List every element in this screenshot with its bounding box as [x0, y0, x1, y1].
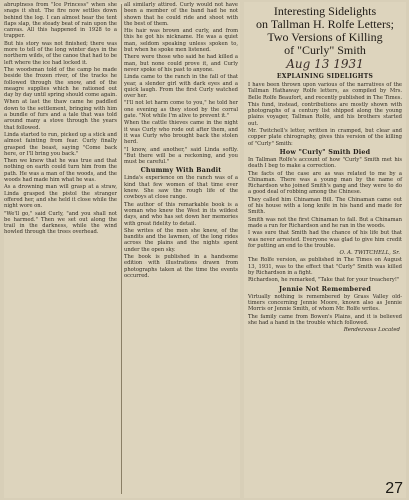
paragraph: They called him Chinaman Bill. The Chinaman came out of his house with a long knife in his hand and made for Smith. [248, 196, 402, 216]
paragraph: Linda came to the ranch in the fall of that year, a slender girl with dark eyes and a quick laugh. From the first Curly watched over her. [124, 74, 238, 100]
paragraph: "I'll not let harm come to you," he told her one evening as they stood by the corral gate. "Not while I'm alive to prevent it." [124, 100, 238, 120]
paragraph: His hair was brown and curly, and from this he got his nickname. He was a quiet man, seldom speaking unless spoken to, but when he spoke men listened. [124, 28, 238, 54]
title-line: Two Versions of Killing [267, 30, 383, 44]
paragraph: But his story was not finished; there was more to tell of the long winter days in the northern wilds, of the canoe that had to be left where the ice had locked it. [4, 40, 117, 66]
paragraph: As a drowning man will grasp at a straw, Linda grasped the pistol the stranger offered her, and she held it close while the night wore on. [4, 184, 117, 210]
paragraph: "I know, and another," said Linda softly. "But there will be a reckoning, and you must be careful." [124, 146, 238, 166]
paragraph: I have been thrown upon various of the narratives of the Tallman Hathaway Rolfe letters, as compiled by Mrs. Belle Rolfe Beaufort, and recently published in The Times. [248, 82, 402, 101]
section-heading: Jennie Not Remembered [279, 284, 371, 293]
article-subheading: EXPLAINING SIDELIGHTS [276, 73, 374, 80]
paragraph: In Tallman Rolfe's account of how "Curly" Smith met his death I beg to make a correction. [248, 156, 402, 170]
newspaper-clipping-right [244, 2, 406, 498]
paragraph: She writes of the men she knew, of the bandits and the lawmen, of the long rides across the plains and the nights spent under the open sky. [124, 227, 238, 253]
paragraph: Smith was not the first Chinaman to fall. But a Chinaman made a run for Richardson and he ran in the woods. [248, 216, 402, 229]
paragraph: There were those who said he had killed a man, but none could prove it, and Curly never spoke of his past to anyone. [124, 54, 238, 73]
clipping-column-b [124, 2, 238, 498]
paragraph: all similarly attired. Curly would not have been a member of the band had he not shown that he could ride and shoot with the best of them. [124, 2, 238, 27]
paragraph: When the cattle thieves came in the night it was Curly who rode out after them, and it was Curly who brought back the stolen herd. [124, 120, 238, 146]
paragraph: The family came from Bowen's Plains, and it is believed she had a hand in the trouble which followed. [248, 313, 402, 326]
title-line: of "Curly" Smith [284, 43, 366, 57]
section-heading: Chummy With Bandit [140, 166, 222, 175]
paragraph: I was sure that Smith had the chance of his life but that was never arrested. Everyone was glad to give him credit for putting an end to the trouble. [248, 230, 402, 249]
section-heading: How "Curly" Smith Died [279, 147, 371, 156]
article-title [244, 5, 406, 57]
newspaper-clipping-left [4, 2, 240, 498]
article-body [244, 82, 406, 333]
title-line: Interesting Sidelights [273, 4, 377, 18]
title-line: on Tallman H. Rolfe Letters; [256, 17, 394, 31]
paragraph: The author of this remarkable book is a woman who knew the West in its wildest days, and who has set down her memories with great fidelity to detail. [124, 201, 238, 227]
handwritten-date: Aug 13 1931 [286, 57, 364, 71]
paragraph: Mr. Twitchell's letter, written in cramped, but clear and copper plate chirography, gives this version of the killing of "Curly" Smith: [248, 128, 402, 147]
column-divider [121, 4, 122, 494]
paragraph: "We'll go," said Curly, "and you shall not be harmed." Then we set out along the trail in the darkness, while the wind howled through the trees overhead. [4, 210, 117, 236]
paragraph: When at last the thaw came he paddled down to the settlement, bringing with him a bundle of furs and a tale that was told around many a stove through the years that followed. [4, 99, 117, 131]
clipping-column-a [4, 2, 117, 498]
paragraph: This fund, instead, contributions are mostly shown with photographs of a century list shipped along the young plains voyager, Tallman Rolfe, and his brothers started out. [248, 101, 402, 127]
page-number: 27 [385, 480, 403, 497]
paragraph: Linda's experience on the ranch was of a kind that few women of that time ever knew. She saw the rough life of the cowboys at close range. [124, 175, 238, 201]
paragraph: Then we knew that he was true and that nothing on earth could turn him from the path. He was a man of the woods, and the woods had made him what he was. [4, 158, 117, 184]
signature: O. A. TWITCHELL, Sr. [339, 250, 400, 257]
paragraph: Linda started to run, picked up a stick and almost fainting from fear. Curly finally grasped the beast, saying "Come back here, or I'll bring you back." [4, 131, 117, 157]
paragraph: The book is published in a handsome edition with illustrations drawn from photographs taken at the time the events occurred. [124, 253, 238, 279]
paragraph: The Rolfe version, as published in The Times on August 13, 1931, was to the effect that "Curly" Smith was killed by Richardson in a fight. [248, 257, 402, 277]
paragraph: Richardson, he remarked, "Take that for your treachery!" [248, 277, 400, 284]
paragraph: The facts of the case are as was related to me by a Chinaman. There was a young man by the name of Richardson who joined Smith's gang and they were to do a good deal of robbing among the Chinese. [248, 170, 402, 196]
paragraph: Virtually nothing is remembered by Grass Valley old-timers concerning Jennie Moore, known also as Jennie Morris or Jennie Smith, of whom Mr. Rolfe writes. [248, 293, 402, 313]
paragraph: The woodsman told of the camp he made beside the frozen river, of the tracks he followed through the snow, and of the meagre supplies which he rationed out day by day until spring should come again. [4, 66, 117, 99]
closing-line: Rendezvous Located [343, 327, 400, 334]
paragraph: abruptness from "Ice Princess" when she snaps it shut. The fire now settles down behind the log. I can almost hear the tent flaps slap, the steady beat of rain upon the canvas. All this happened in 1928 to a trapper. [4, 2, 117, 40]
